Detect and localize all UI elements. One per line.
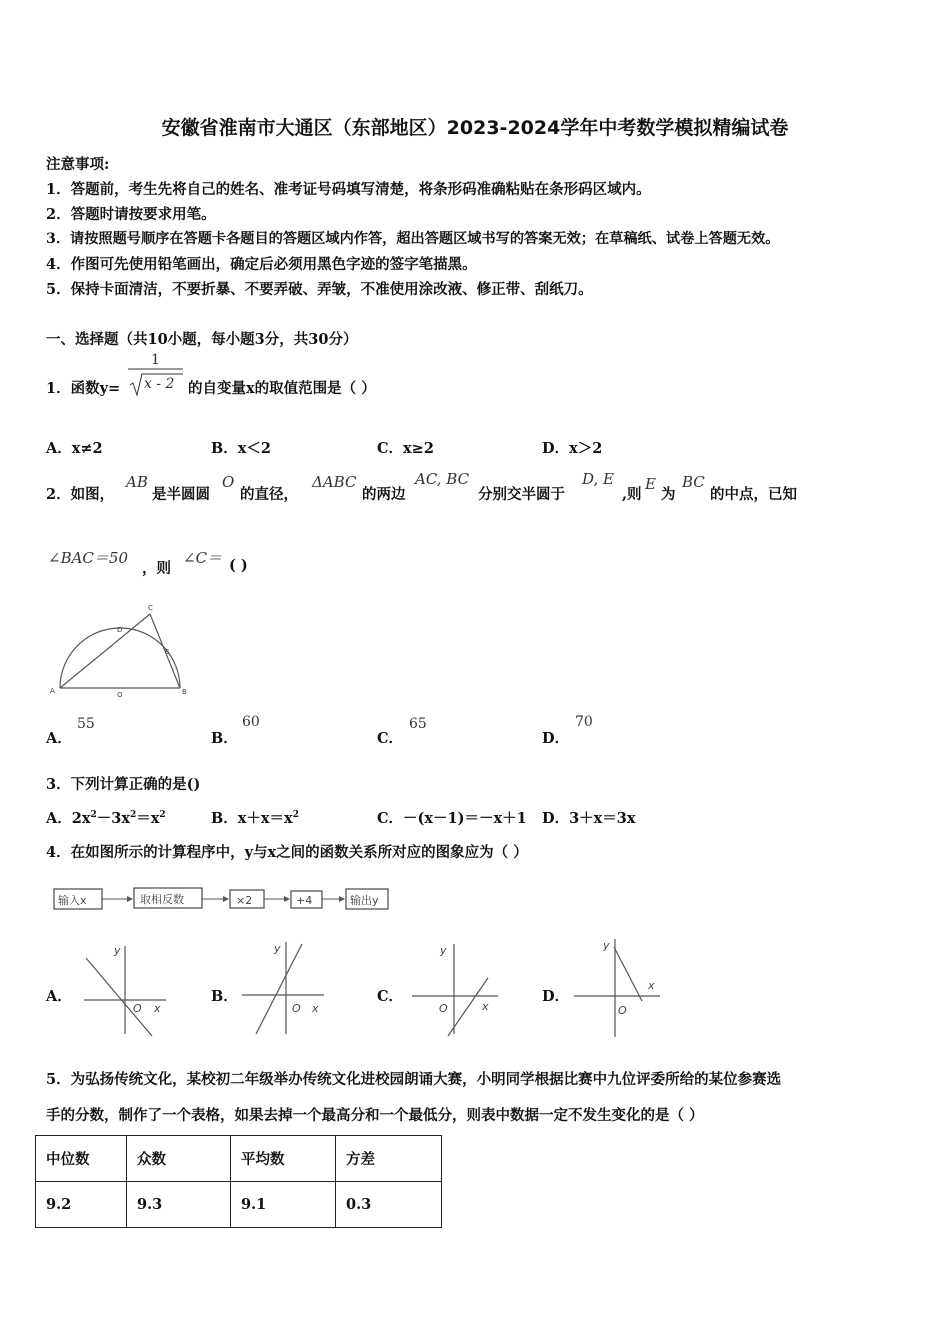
table-cell: 9.3 <box>127 1182 231 1228</box>
q2-math-de: D, E <box>582 470 614 488</box>
q2-math-angle-c: ∠C＝ <box>183 549 223 567</box>
q2-math-triangle: ΔABC <box>312 473 357 491</box>
table-header-cell: 众数 <box>127 1136 231 1182</box>
flow-box-negate: 取相反数 <box>140 893 184 906</box>
table-header-cell: 方差 <box>336 1136 442 1182</box>
q1-option-d[interactable]: D．x＞2 <box>542 440 603 457</box>
graph-c-x-label: x <box>482 1000 489 1013</box>
q2-math-angle-bac: ∠BAC＝50 <box>48 549 128 567</box>
q2-option-a-letter[interactable]: A． <box>46 730 72 747</box>
graph-c-y-label: y <box>440 944 447 957</box>
q3-option-d[interactable]: D．3＋x＝3x <box>542 810 636 827</box>
q4-flow-diagram <box>52 885 397 915</box>
q4-option-a[interactable]: A． <box>46 988 72 1005</box>
q2-math-acbc: AC, BC <box>415 470 470 488</box>
q4-graph-d <box>570 935 665 1040</box>
q3-stem: 3．下列计算正确的是() <box>46 776 201 793</box>
flow-box-output: 输出y <box>350 894 379 907</box>
q2-text-10: ( ) <box>229 557 248 574</box>
q4-graph-a <box>80 938 170 1038</box>
q2-text-1: 2．如图， <box>46 486 115 503</box>
q4-option-c[interactable]: C． <box>377 988 404 1005</box>
fig-label-o: O <box>117 691 123 699</box>
notice-item-3: 3．请按照题号顺序在答题卡各题目的答题区域内作答，超出答题区域书写的答案无效；在草稿纸、试卷上答题无效。 <box>46 231 780 247</box>
q3-option-a[interactable]: A．$2x^2-3x^2=x^2$ <box>46 810 166 827</box>
table-header-cell: 中位数 <box>36 1136 127 1182</box>
q2-text-6: ,则 <box>622 486 642 503</box>
q2-text-5: 分别交半圆于 <box>478 486 565 503</box>
q5-line-1: 5．为弘扬传统文化，某校初二年级举办传统文化进校园朗诵大赛，小明同学根据比赛中九位评委所给的某位参赛选 <box>46 1071 782 1088</box>
table-cell: 0.3 <box>336 1182 442 1228</box>
q2-semicircle-figure <box>45 600 195 700</box>
q2-text-9: ，则 <box>142 560 171 577</box>
q5-stats-table <box>35 1135 442 1228</box>
q4-graph-b <box>238 938 328 1038</box>
graph-d-x-label: x <box>648 979 655 992</box>
flow-box-input: 输入x <box>58 894 87 907</box>
q2-text-8: 的中点，已知 <box>710 486 797 503</box>
notice-item-4: 4．作图可先使用铅笔画出，确定后必须用黑色字迹的签字笔描黑。 <box>46 256 477 273</box>
q2-option-c-letter[interactable]: C． <box>377 730 404 747</box>
fig-label-a: A <box>50 687 55 695</box>
graph-d-origin: O <box>618 1004 627 1017</box>
graph-a-x-label: x <box>154 1002 161 1015</box>
fig-label-d: D <box>117 626 123 634</box>
flow-box-times2: ×2 <box>236 894 253 907</box>
flow-box-plus4: +4 <box>296 894 313 907</box>
q4-graph-c <box>408 938 503 1038</box>
graph-b-y-label: y <box>274 942 281 955</box>
q2-option-b-value: 60 <box>242 714 260 730</box>
fig-label-c: C <box>148 604 153 612</box>
q2-option-d-letter[interactable]: D． <box>542 730 570 747</box>
q1-option-a[interactable]: A．x≠2 <box>46 440 103 457</box>
graph-b-origin: O <box>292 1002 301 1015</box>
notice-item-1: 1．答题前，考生先将自己的姓名、准考证号码填写清楚，将条形码准确粘贴在条形码区域内。 <box>46 181 651 198</box>
table-row <box>36 1182 442 1228</box>
notice-item-5: 5．保持卡面清洁，不要折暴、不要弄破、弄皱，不准使用涂改液、修正带、刮纸刀。 <box>46 281 593 298</box>
graph-b-x-label: x <box>312 1002 319 1015</box>
q2-option-a-value: 55 <box>77 716 95 732</box>
q3-option-b[interactable]: B．$x+x=x^2$ <box>211 810 299 827</box>
q1-prefix: 1．函数y= <box>46 380 121 397</box>
page-title: 安徽省淮南市大通区（东部地区）2023-2024学年中考数学模拟精编试卷 <box>161 117 789 139</box>
q1-option-c[interactable]: C．x≥2 <box>377 440 434 457</box>
q2-math-ab: AB <box>126 473 148 491</box>
q2-math-o: O <box>222 473 235 491</box>
graph-a-origin: O <box>133 1002 142 1015</box>
q2-text-7: 为 <box>661 486 676 503</box>
q2-text-3: 的直径， <box>240 486 298 503</box>
fig-label-b: B <box>182 688 187 696</box>
q5-line-2: 手的分数，制作了一个表格，如果去掉一个最高分和一个最低分，则表中数据一定不发生变化的是（ ） <box>46 1107 704 1124</box>
graph-d-y-label: y <box>603 939 610 952</box>
notice-item-2: 2．答题时请按要求用笔。 <box>46 206 216 223</box>
q3-option-c[interactable]: C．－(x－1)＝－x＋1 <box>377 810 527 827</box>
q1-numerator: 1 <box>151 352 160 368</box>
q2-option-c-value: 65 <box>409 716 427 732</box>
table-cell: 9.1 <box>231 1182 336 1228</box>
q4-option-d[interactable]: D． <box>542 988 570 1005</box>
graph-a-y-label: y <box>114 944 121 957</box>
notice-heading: 注意事项: <box>46 156 110 173</box>
q4-stem: 4．在如图所示的计算程序中，y与x之间的函数关系所对应的图象应为（ ） <box>46 844 528 861</box>
fig-label-e: E <box>165 648 170 656</box>
section-heading: 一、选择题（共10小题，每小题3分，共30分） <box>46 331 358 348</box>
q2-text-4: 的两边 <box>362 486 406 503</box>
q2-text-2: 是半圆圆 <box>152 486 210 503</box>
q2-math-e: E <box>645 475 656 493</box>
q2-math-bc: BC <box>682 473 705 491</box>
q2-option-d-value: 70 <box>575 714 593 730</box>
q2-option-b-letter[interactable]: B． <box>211 730 238 747</box>
table-header-row <box>36 1136 442 1182</box>
q1-option-b[interactable]: B．x＜2 <box>211 440 271 457</box>
graph-c-origin: O <box>439 1002 448 1015</box>
table-header-cell: 平均数 <box>231 1136 336 1182</box>
q4-option-b[interactable]: B． <box>211 988 238 1005</box>
q1-radicand: x - 2 <box>144 376 175 392</box>
q1-suffix: 的自变量x的取值范围是（ ） <box>188 380 376 397</box>
table-cell: 9.2 <box>36 1182 127 1228</box>
